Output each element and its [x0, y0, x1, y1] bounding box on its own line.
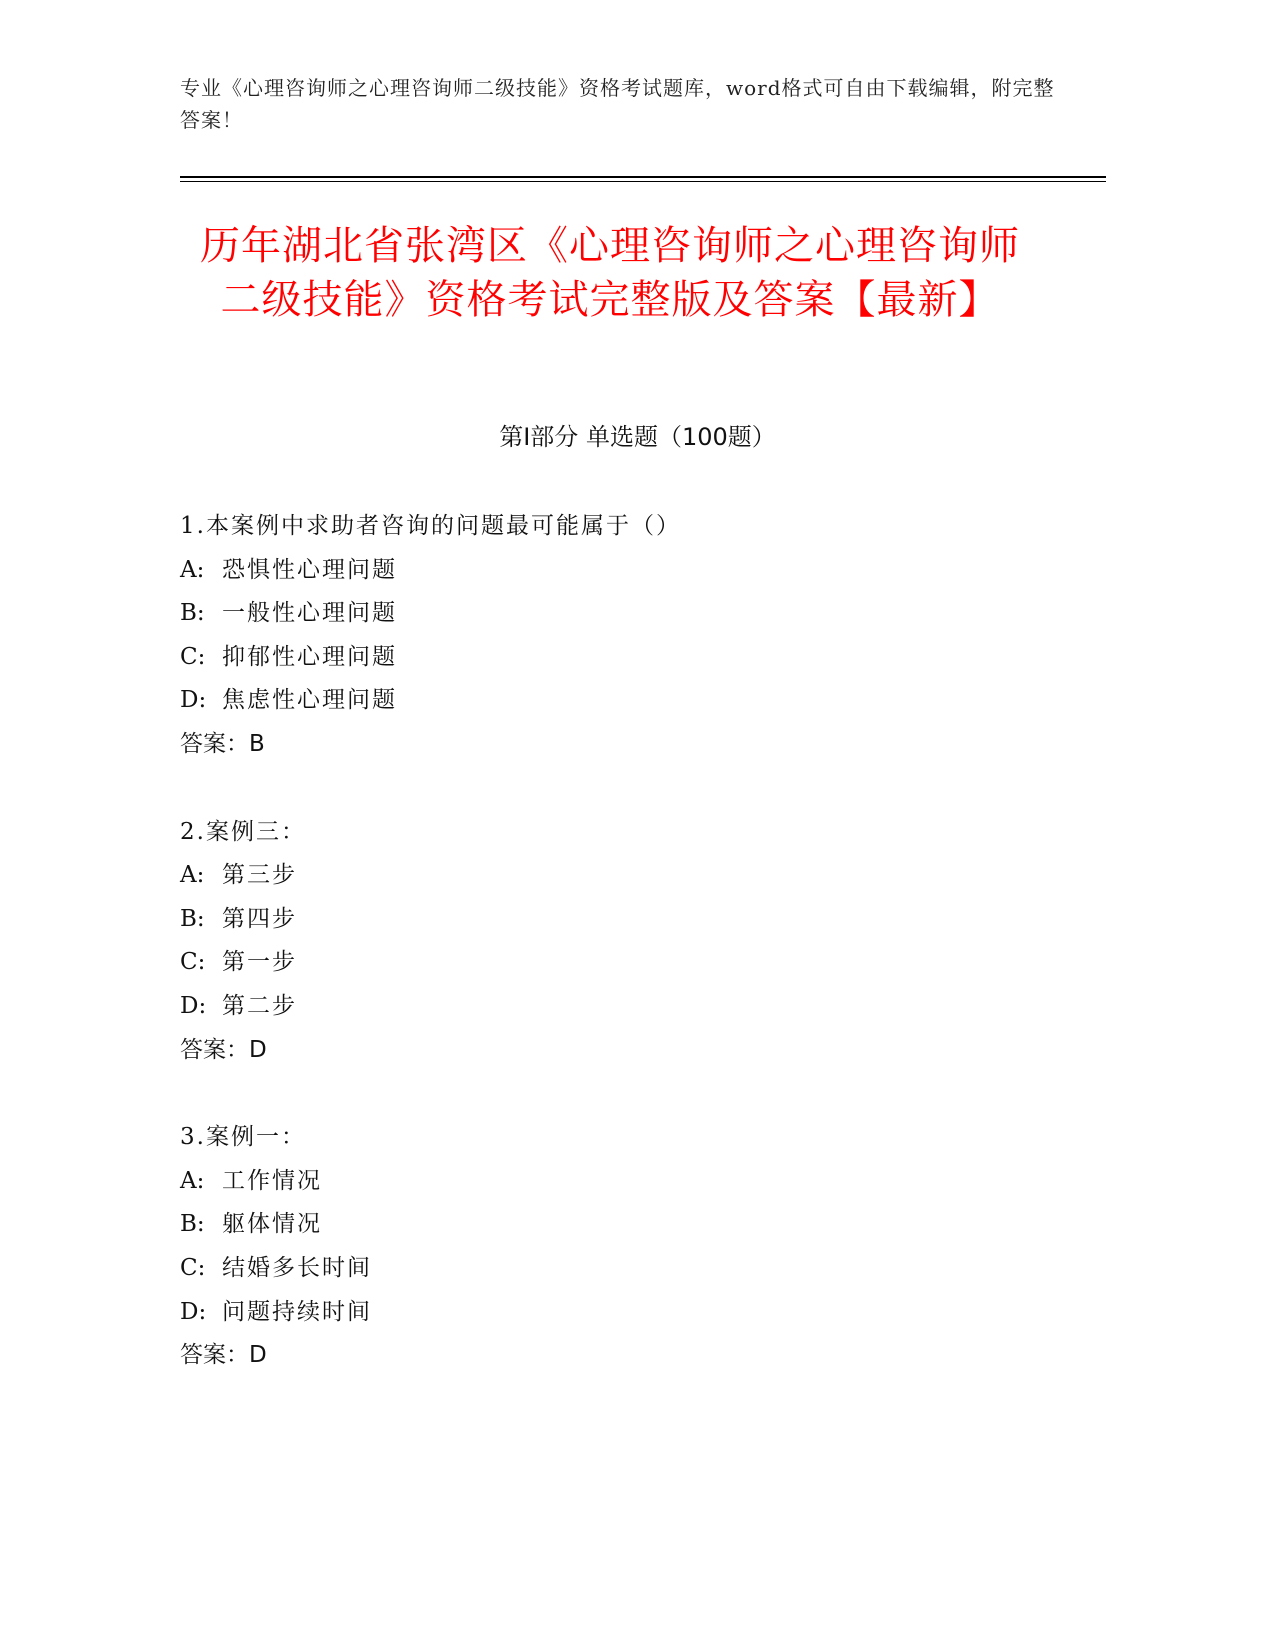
- option-text: 一般性心理问题: [222, 600, 397, 627]
- option-key: B:: [180, 905, 205, 932]
- option-text: 第三步: [222, 862, 297, 889]
- option-c: [180, 941, 1080, 985]
- answer-line: 答案：D: [180, 1342, 267, 1369]
- option-text: 焦虑性心理问题: [222, 687, 397, 714]
- document-title: 历年湖北省张湾区《心理咨询师之心理咨询师二级技能》资格考试完整版及答案【最新】: [200, 223, 1020, 323]
- option-text: 问题持续时间: [222, 1298, 372, 1325]
- answer-line: 答案：B: [180, 730, 265, 757]
- question-3: [180, 1116, 1080, 1378]
- option-text: 抑郁性心理问题: [222, 643, 397, 670]
- option-b: [180, 1203, 1080, 1247]
- question-1: [180, 505, 1080, 767]
- option-text: 工作情况: [222, 1167, 322, 1194]
- option-text: 结婚多长时间: [222, 1254, 372, 1281]
- option-d: [180, 1291, 1080, 1335]
- option-key: C:: [180, 643, 206, 670]
- option-d: [180, 679, 1080, 723]
- option-b: [180, 898, 1080, 942]
- question-2: [180, 811, 1080, 1073]
- option-d: [180, 985, 1080, 1029]
- question-stem: 3.案例一：: [180, 1124, 306, 1151]
- option-text: 第四步: [222, 905, 297, 932]
- option-key: B:: [180, 1211, 205, 1238]
- option-key: C:: [180, 949, 206, 976]
- answer-line: 答案：D: [180, 1036, 267, 1063]
- header-rule-thin: [180, 181, 1106, 182]
- option-text: 恐惧性心理问题: [222, 556, 397, 583]
- option-c: [180, 1247, 1080, 1291]
- section-title: 第Ⅰ部分 单选题（100题）: [499, 423, 776, 451]
- option-key: D:: [180, 992, 207, 1019]
- option-key: A:: [180, 1167, 205, 1194]
- option-key: B:: [180, 600, 205, 627]
- option-a: [180, 549, 1080, 593]
- option-key: A:: [180, 556, 205, 583]
- option-text: 躯体情况: [222, 1211, 322, 1238]
- header-note: 专业《心理咨询师之心理咨询师二级技能》资格考试题库，word格式可自由下载编辑，附完整答案！: [180, 76, 1055, 132]
- option-key: A:: [180, 862, 205, 889]
- option-a: [180, 854, 1080, 898]
- option-key: D:: [180, 1298, 207, 1325]
- option-c: [180, 636, 1080, 680]
- option-text: 第一步: [222, 949, 297, 976]
- question-list: [180, 505, 1080, 1422]
- question-stem: 1.本案例中求助者咨询的问题最可能属于（）: [180, 513, 681, 539]
- header-rule-thick: [180, 176, 1106, 178]
- option-b: [180, 592, 1080, 636]
- option-key: C:: [180, 1254, 206, 1281]
- option-a: [180, 1160, 1080, 1204]
- question-stem: 2.案例三：: [180, 818, 306, 845]
- option-text: 第二步: [222, 992, 297, 1019]
- option-key: D:: [180, 687, 207, 714]
